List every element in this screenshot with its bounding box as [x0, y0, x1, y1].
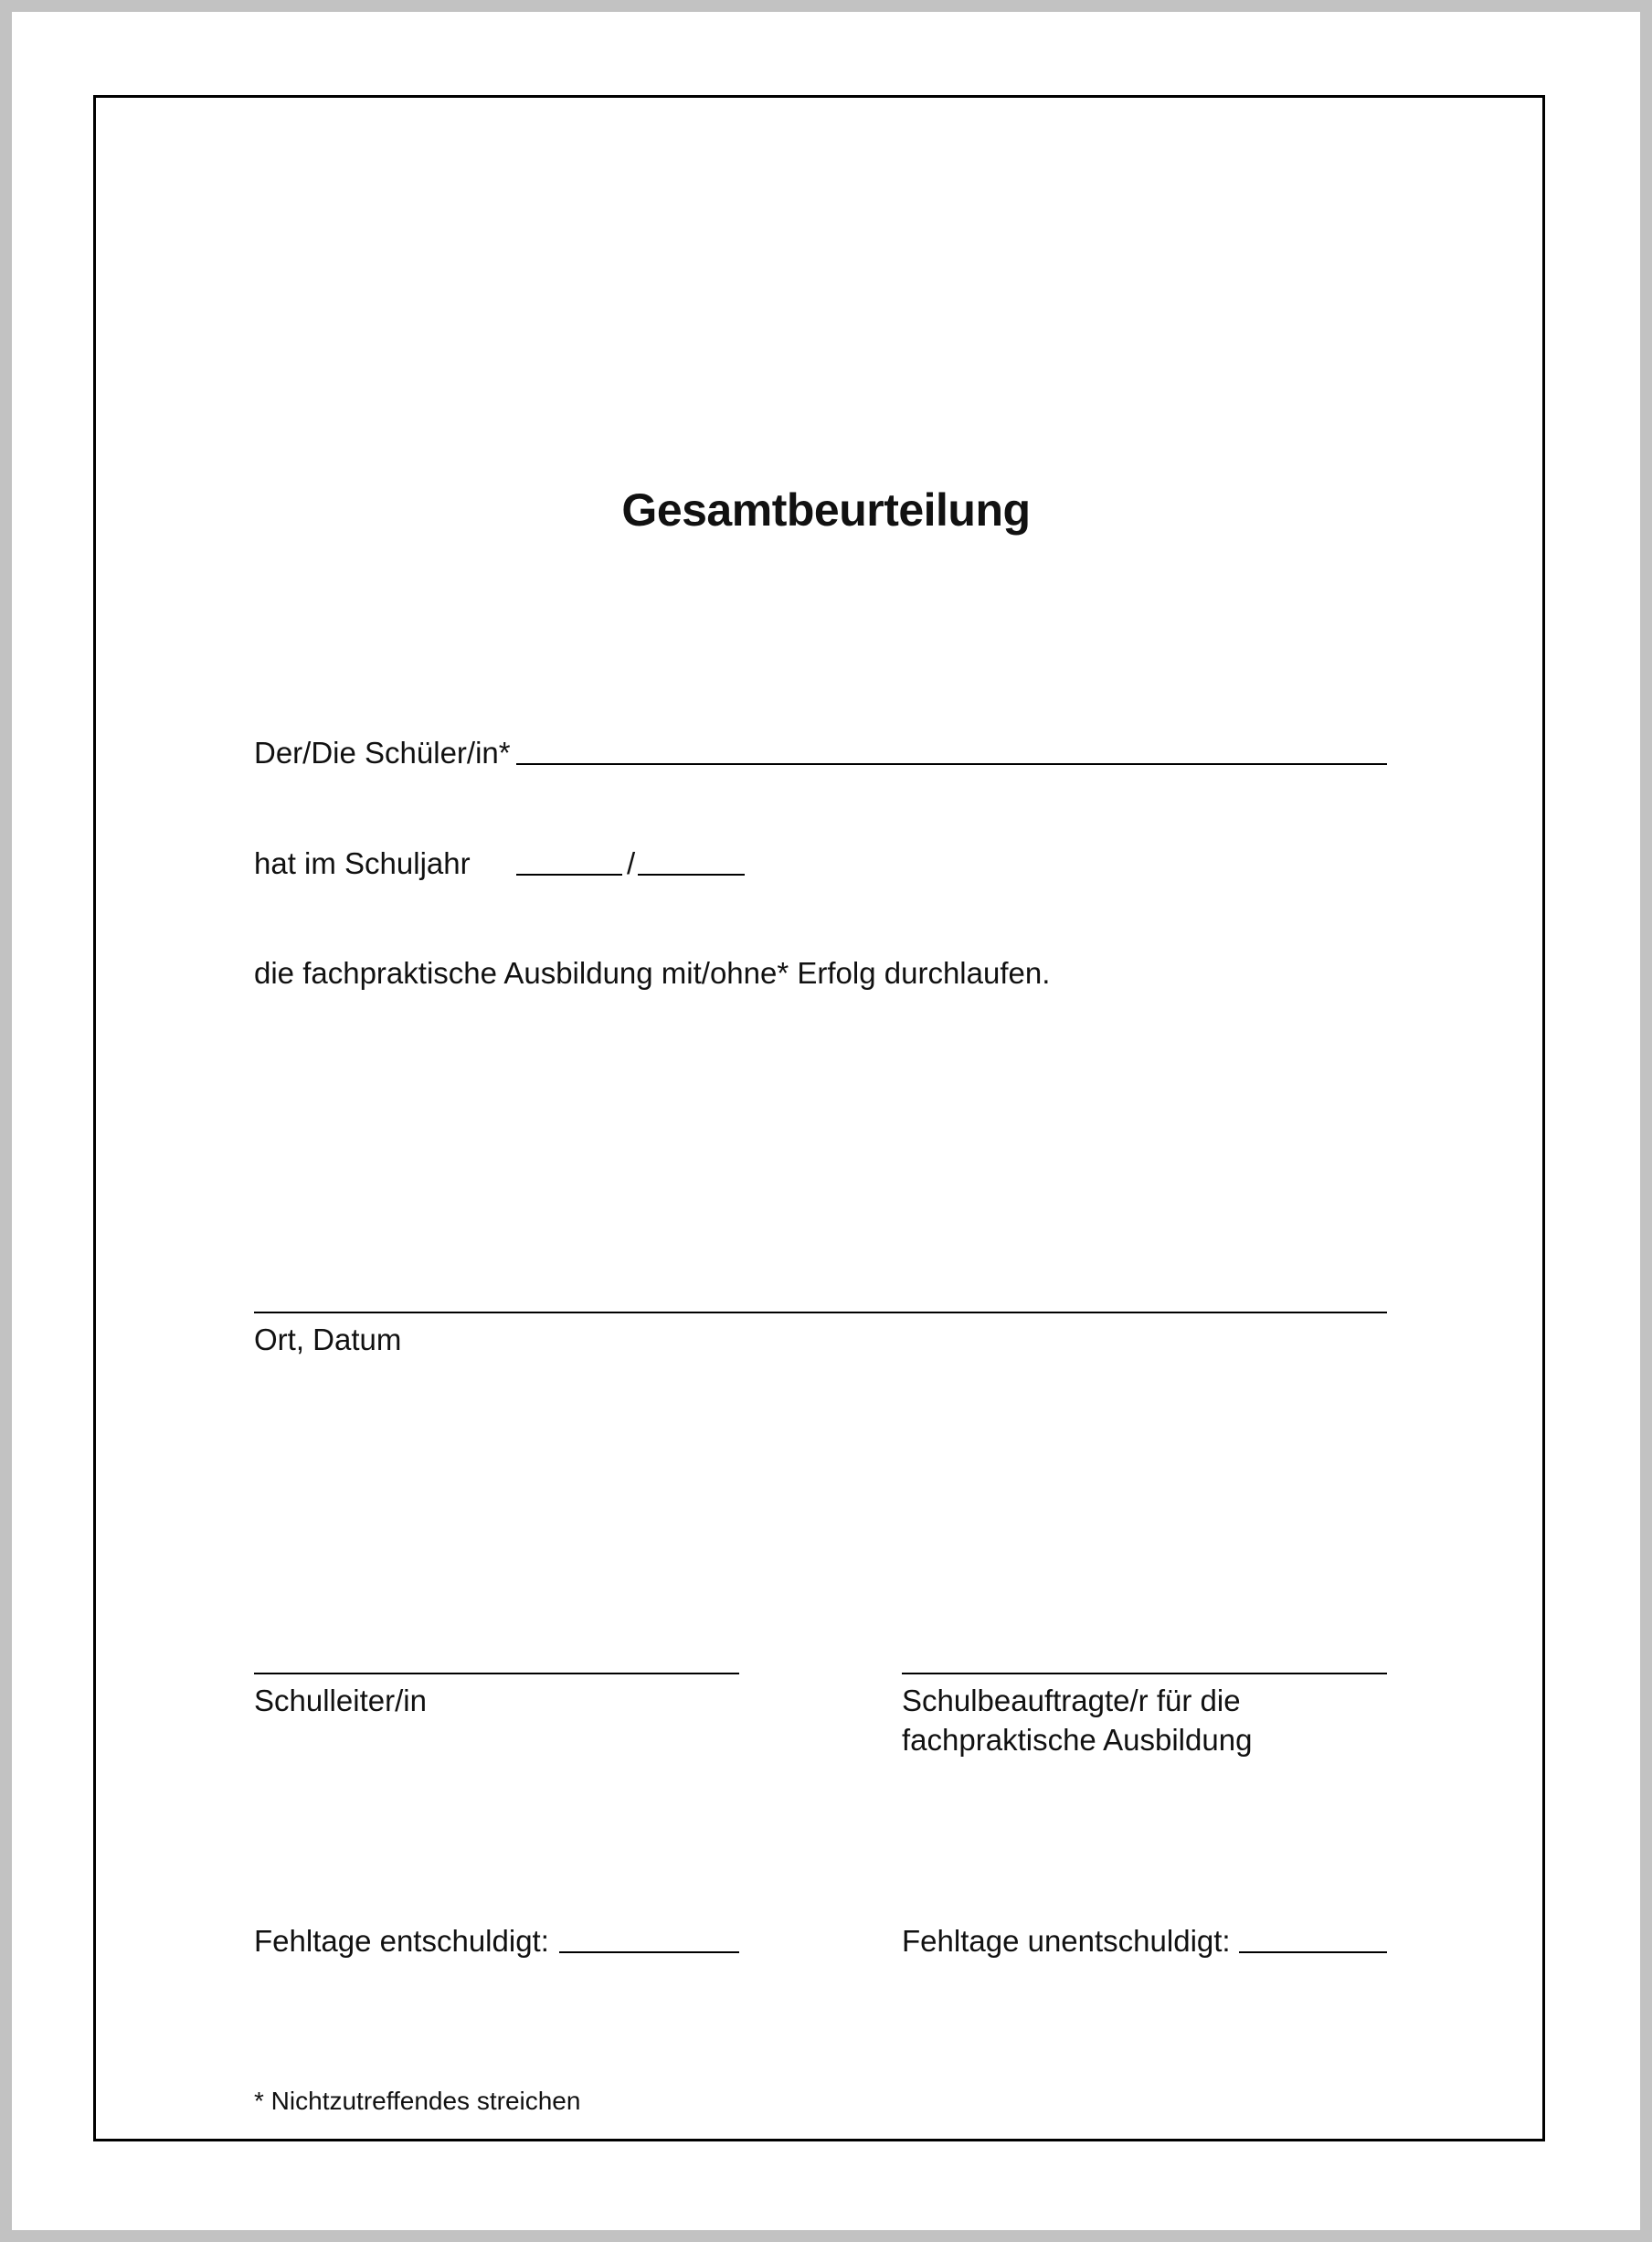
principal-label: Schulleiter/in	[254, 1684, 427, 1717]
student-label: Der/Die Schüler/in*	[254, 736, 511, 770]
supervisor-signature-line[interactable]	[902, 1673, 1387, 1674]
school-year-separator: /	[627, 846, 636, 880]
school-year-end-field[interactable]	[638, 874, 745, 876]
completion-statement: die fachpraktische Ausbildung mit/ohne* Erfolg durchlaufen.	[254, 956, 1051, 990]
supervisor-label-line2: fachpraktische Ausbildung	[902, 1723, 1253, 1757]
page-title: Gesamtbeurteilung	[621, 484, 1031, 536]
student-name-field[interactable]	[516, 763, 1387, 765]
excused-absences-label: Fehltage entschuldigt:	[254, 1924, 549, 1958]
principal-signature-line[interactable]	[254, 1673, 739, 1674]
supervisor-label-line1: Schulbeauftragte/r für die	[902, 1684, 1241, 1717]
place-date-label: Ort, Datum	[254, 1323, 402, 1356]
unexcused-absences-field[interactable]	[1239, 1951, 1387, 1953]
school-year-label: hat im Schuljahr	[254, 846, 471, 880]
excused-absences-field[interactable]	[559, 1951, 739, 1953]
school-year-start-field[interactable]	[516, 874, 622, 876]
place-date-field[interactable]	[254, 1312, 1387, 1313]
unexcused-absences-label: Fehltage unentschuldigt:	[902, 1924, 1231, 1958]
footnote: * Nichtzutreffendes streichen	[254, 2087, 581, 2115]
form-border	[93, 95, 1545, 2141]
